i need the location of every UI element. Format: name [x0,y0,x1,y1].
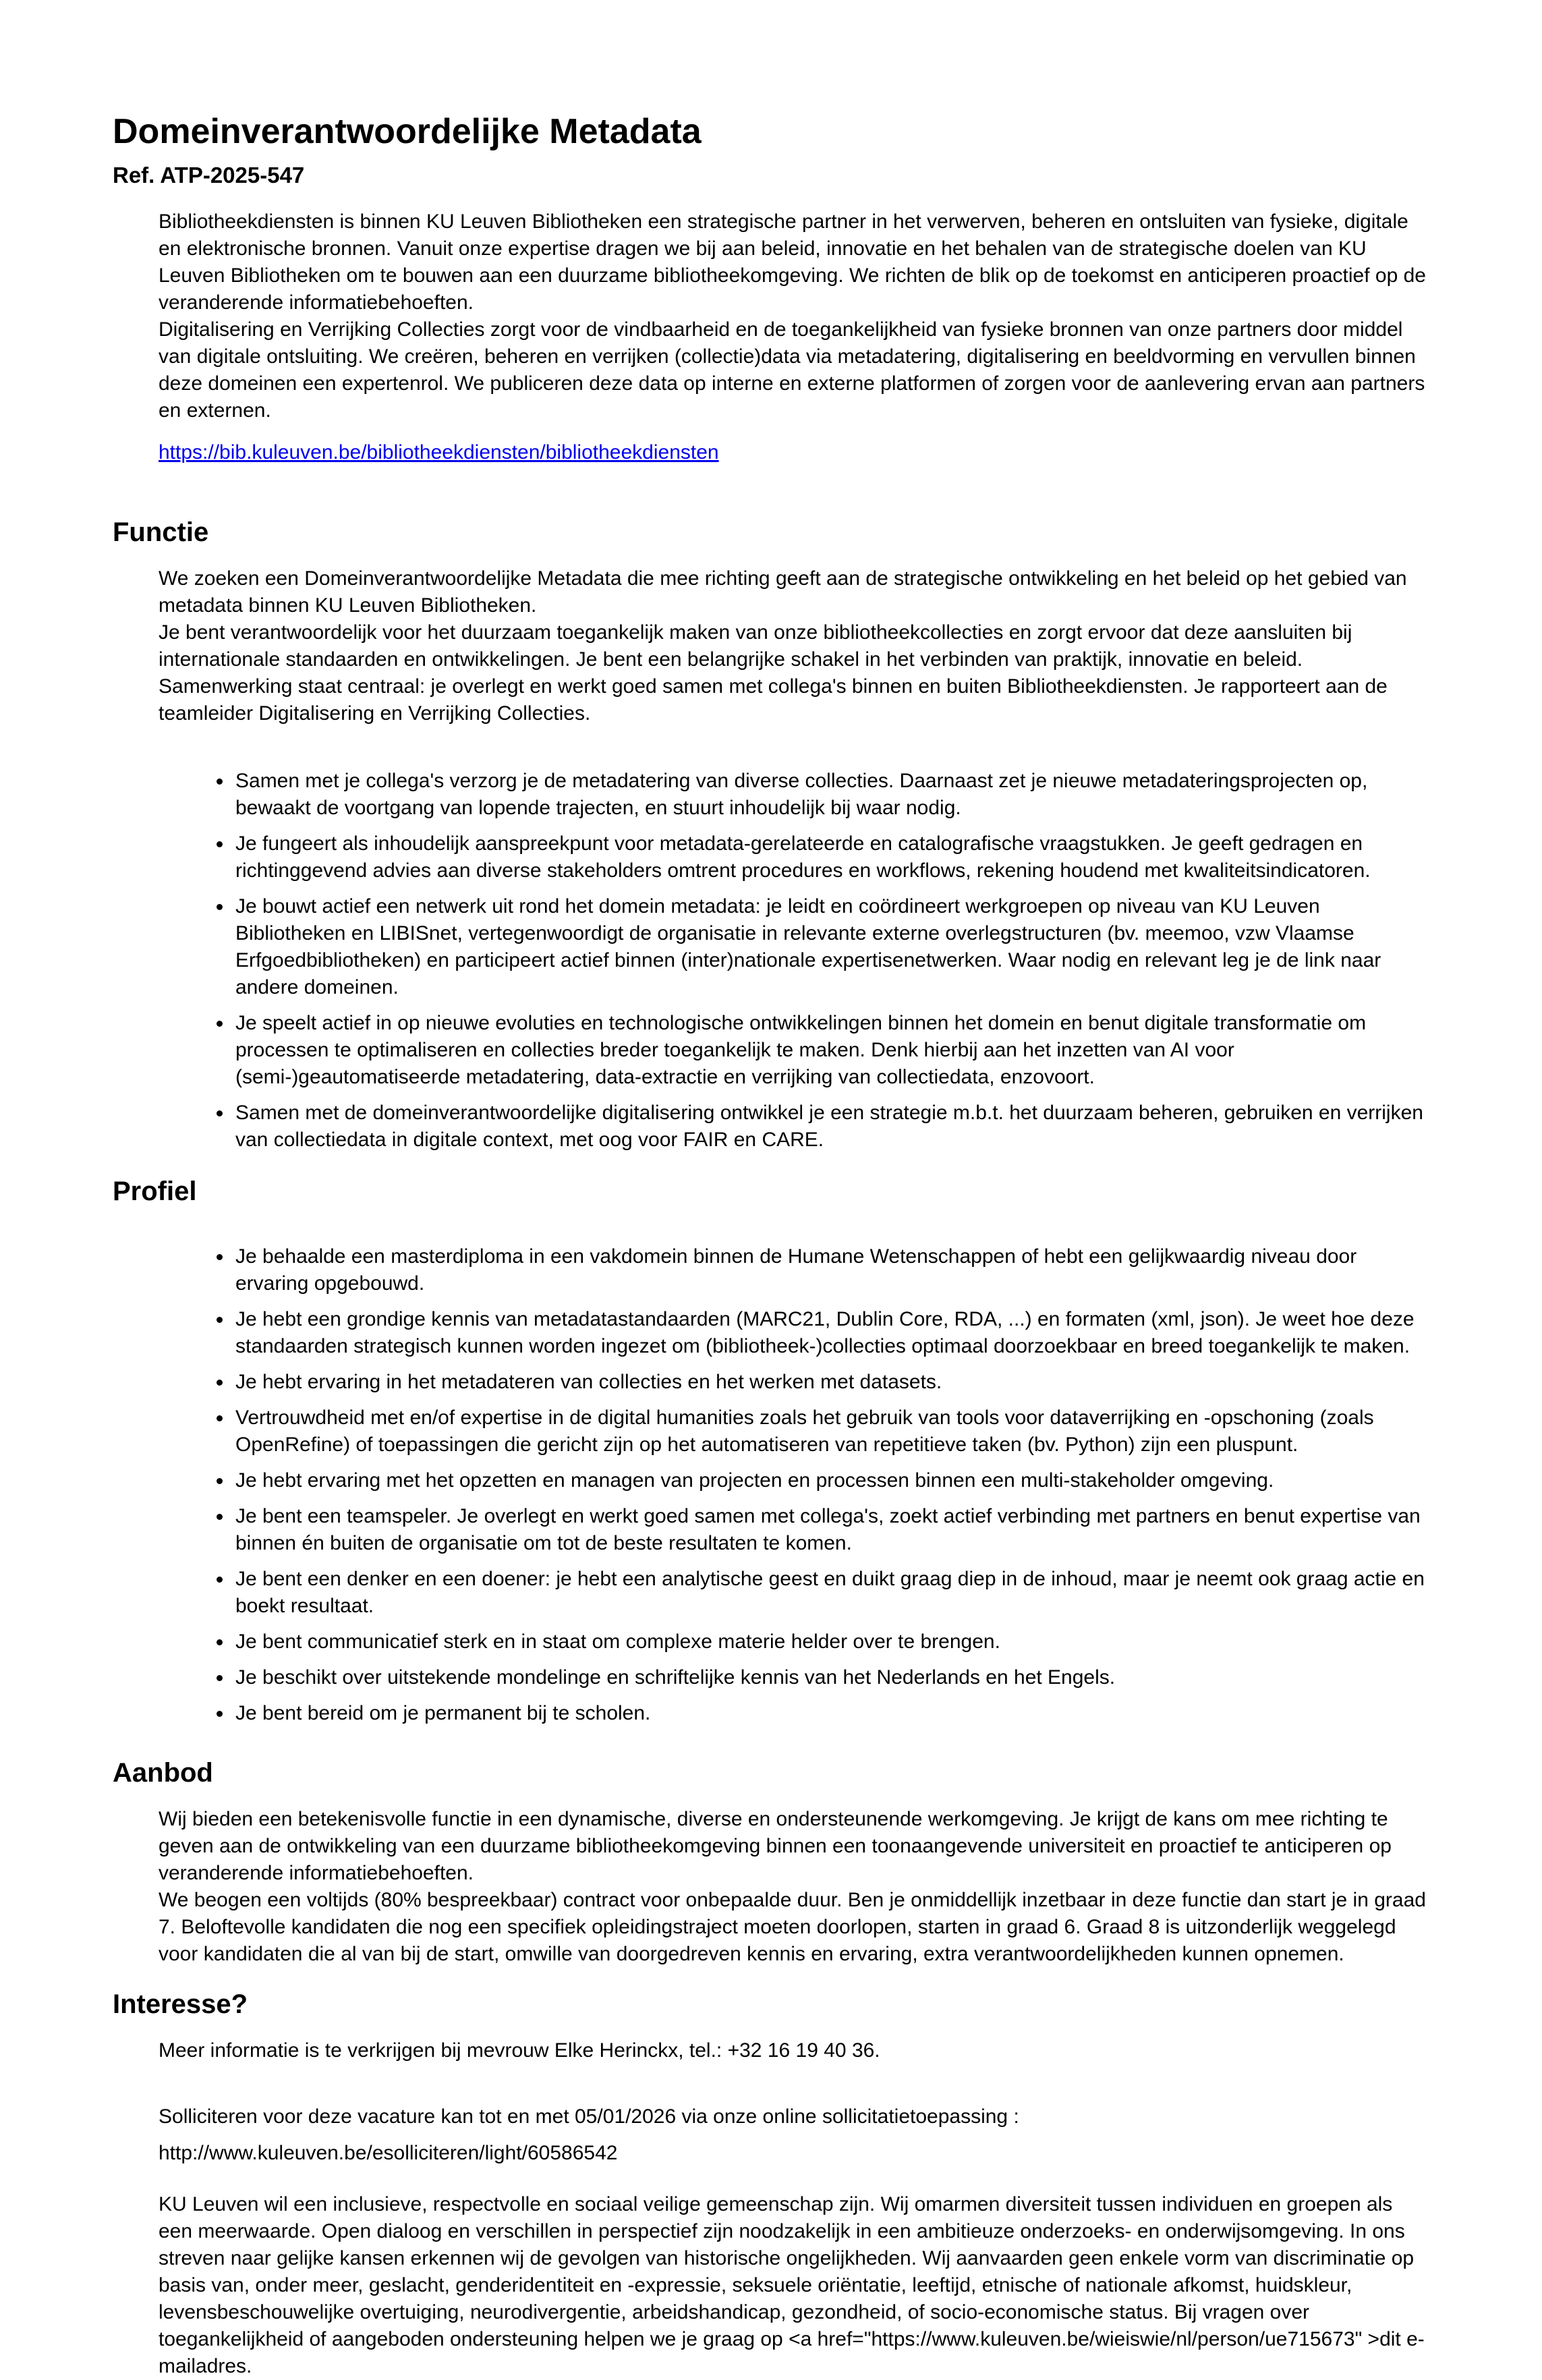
section-heading-aanbod: Aanbod [113,1757,213,1788]
aanbod-paragraph: Wij bieden een betekenisvolle functie in een dynamische, diverse en ondersteunende werkomgeving. Je krijgt de kans om mee richting te geven aan de ontwikkeling van een duurzame bibliotheekomgeving binnen een toonaangevende universiteit en proactief te anticiperen op veranderende informatiebehoeften. [159,1807,1392,1884]
list-item: • Je hebt een grondige kennis van metadatastandaarden (MARC21, Dublin Core, RDA, ...) en formaten (xml, json). Je weet hoe deze standaarden strategisch kunnen worden ingezet om (bibliotheek-)collecties optimaal doorzoekbaar en breed toegankelijk te maken. [233,1306,1426,1360]
list-item: • Je bouwt actief een netwerk uit rond het domein metadata: je leidt en coördineert werkgroepen op niveau van KU Leuven Bibliotheken en LIBISnet, vertegenwoordigt de organisatie in relevante externe overlegstructuren (bv. meemoo, vzw Vlaamse Erfgoedbibliotheken) en participeert actief binnen (inter)nationale expertisenetwerken. Waar nodig en relevant leg je de link naar andere domeinen. [233,893,1426,1001]
section-heading-profiel: Profiel [113,1176,197,1206]
list-item: • Je behaalde een masterdiploma in een vakdomein binnen de Humane Wetenschappen of hebt een gelijkwaardig niveau door ervaring opgebouwd. [233,1243,1426,1297]
aanbod-body [159,1806,1426,1968]
intro-paragraph: Bibliotheekdiensten is binnen KU Leuven Bibliotheken een strategische partner in het verwerven, beheren en ontsluiten van fysieke, digitale en elektronische bronnen. Vanuit onze expertise dragen we bij aan beleid, innovatie en het behalen van de strategische doelen van KU Leuven Bibliotheken om te bouwen aan een duurzame bibliotheekomgeving. We richten de blik op de toekomst en anticiperen proactief op de veranderende informatiebehoeften. [159,210,1426,314]
section-heading-interesse: Interesse? [113,1989,248,2019]
aanbod-paragraph: We beogen een voltijds (80% bespreekbaar) contract voor onbepaalde duur. Ben je onmiddellijk inzetbaar in deze functie dan start je in graad 7. Beloftevolle kandidaten die nog een specifiek opleidingstraject moeten doorlopen, starten in graad 6. Graad 8 is uitzonderlijk weggelegd voor kandidaten die al van bij de start, omwille van doorgedreven kennis en ervaring, extra verantwoordelijkheden kunnen opnemen. [159,1888,1426,1965]
profiel-bullet-list [113,1243,1426,1727]
list-item: • Je fungeert als inhoudelijk aanspreekpunt voor metadata-gerelateerde en catalografische vraagstukken. Je geeft gedragen en richtinggevend advies aan diverse stakeholders omtrent procedures en workflows, rekening houdend met kwaliteitsindicatoren. [233,830,1426,884]
list-item: • Je speelt actief in op nieuwe evoluties en technologische ontwikkelingen binnen het domein en benut digitale transformatie om processen te optimaliseren en collecties breder toegankelijk te maken. Denk hierbij aan het inzetten van AI voor (semi-)geautomatiseerde metadatering, data-extractie en verrijking van collectiedata, enzovoort. [233,1010,1426,1091]
page-title: Domeinverantwoordelijke Metadata [113,112,702,151]
list-item: • Je hebt ervaring met het opzetten en managen van projecten en processen binnen een multi-stakeholder omgeving. [233,1467,1426,1494]
list-item: • Je bent bereid om je permanent bij te scholen. [233,1700,1426,1727]
interesse-body [159,2037,1426,2380]
application-url-link[interactable]: http://www.kuleuven.be/esolliciteren/light/60586542 [159,2141,618,2164]
library-services-link[interactable]: https://bib.kuleuven.be/bibliotheekdiensten/bibliotheekdiensten [159,441,719,463]
list-item: • Je beschikt over uitstekende mondelinge en schriftelijke kennis van het Nederlands en het Engels. [233,1664,1426,1691]
functie-paragraph: We zoeken een Domeinverantwoordelijke Metadata die mee richting geeft aan de strategische ontwikkeling en het beleid op het gebied van metadata binnen KU Leuven Bibliotheken. [159,567,1407,617]
list-item: • Je hebt ervaring in het metadateren van collecties en het werken met datasets. [233,1369,1426,1396]
list-item: • Je bent een denker en een doener: je hebt een analytische geest en duikt graag diep in de inhoud, maar je neemt ook graag actie en boekt resultaat. [233,1566,1426,1620]
apply-instructions: Solliciteren voor deze vacature kan tot en met 05/01/2026 via onze online sollicitatietoepassing : [159,2105,1019,2128]
list-item: • Je bent een teamspeler. Je overlegt en werkt goed samen met collega's, zoekt actief verbinding met partners en benut expertise van binnen én buiten de organisatie om tot de beste resultaten te komen. [233,1503,1426,1557]
reference-number: Ref. ATP-2025-547 [113,162,305,188]
functie-bullet-list [113,768,1426,1154]
functie-intro [159,565,1426,727]
list-item: • Samen met je collega's verzorg je de metadatering van diverse collecties. Daarnaast zet je nieuwe metadateringsprojecten op, bewaakt de voortgang van lopende trajecten, en stuurt inhoudelijk bij waar nodig. [233,768,1426,822]
functie-paragraph: Samenwerking staat centraal: je overlegt en werkt goed samen met collega's binnen en buiten Bibliotheekdiensten. Je rapporteert aan de teamleider Digitalisering en Verrijking Collecties. [159,675,1388,725]
functie-paragraph: Je bent verantwoordelijk voor het duurzaam toegankelijk maken van onze bibliotheekcollecties en zorgt ervoor dat deze aansluiten bij internationale standaarden en ontwikkelingen. Je bent een belangrijke schakel in het verbinden van praktijk, innovatie en beleid. [159,621,1352,671]
section-heading-functie: Functie [113,517,209,547]
list-item: • Vertrouwdheid met en/of expertise in de digital humanities zoals het gebruik van tools voor dataverrijking en -opschoning (zoals OpenRefine) of toepassingen die gericht zijn op het automatiseren van repetitieve taken (bv. Python) zijn een pluspunt. [233,1405,1426,1458]
diversity-statement: KU Leuven wil een inclusieve, respectvolle en sociaal veilige gemeenschap zijn. Wij omarmen diversiteit tussen individuen en groepen als een meerwaarde. Open dialoog en verschillen in perspectief zijn noodzakelijk in een ambitieuze onderzoeks- en onderwijsomgeving. In ons streven naar gelijke kansen erkennen wij de gevolgen van historische ongelijkheden. Wij aanvaarden geen enkele vorm van discriminatie op basis van, onder meer, geslacht, genderidentiteit en -expressie, seksuele oriëntatie, leeftijd, etnische of nationale afkomst, huidskleur, levensbeschouwelijke overtuiging, neurodivergentie, arbeidshandicap, gezondheid, of socio-economische status. Bij vragen over toegankelijkheid of aangeboden ondersteuning helpen we je graag op <a href="https://www.kuleuven.be/wieiswie/nl/person/ue715673" >dit e-mailadres. [159,2192,1425,2377]
list-item: • Samen met de domeinverantwoordelijke digitalisering ontwikkel je een strategie m.b.t. het duurzaam beheren, gebruiken en verrijken van collectiedata in digitale context, met oog voor FAIR en CARE. [233,1100,1426,1154]
intro-paragraph: Digitalisering en Verrijking Collecties zorgt voor de vindbaarheid en de toegankelijkheid van fysieke bronnen van onze partners door middel van digitale ontsluiting. We creëren, beheren en verrijken (collectie)data via metadatering, digitalisering en beeldvorming en vervullen binnen deze domeinen een expertenrol. We publiceren deze data op interne en externe platformen of zorgen voor de aanlevering ervan aan partners en externen. [159,318,1425,422]
contact-info: Meer informatie is te verkrijgen bij mevrouw Elke Herinckx, tel.: +32 16 19 40 36. [159,2039,880,2062]
intro-section [159,208,1426,466]
list-item: • Je bent communicatief sterk en in staat om complexe materie helder over te brengen. [233,1628,1426,1655]
